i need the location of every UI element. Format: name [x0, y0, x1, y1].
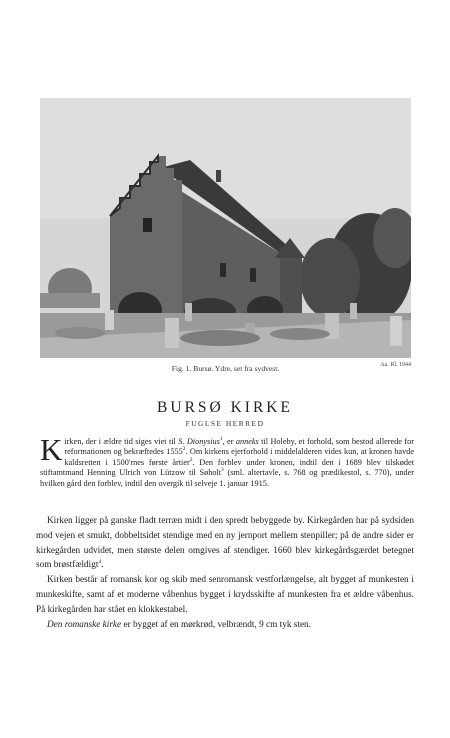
intro-text: . Om kirkens ejerforhold i middelalderen vides kun, at kronen havde kaldsretten i 1500'rnes første årtier	[64, 447, 414, 467]
saint-name: S. Dionysius	[178, 437, 220, 446]
drop-cap: K	[40, 432, 63, 467]
body-paragraph	[36, 514, 414, 573]
annex-term: anneks	[235, 437, 259, 446]
figure-caption: Fig. 1. Bursø. Ydre, set fra sydvest.	[171, 364, 280, 373]
footnote-ref: 1	[219, 436, 223, 442]
footnote-ref: 2	[189, 456, 193, 463]
figure-caption-row	[40, 362, 411, 376]
footnote-ref: 4	[98, 559, 102, 566]
article-subtitle: FUGLSE HERRED	[185, 419, 265, 428]
section-term: Den romanske kirke	[47, 619, 122, 630]
paragraph-text: er bygget af en mørkrød, velbrændt, 9 cm tyk sten.	[121, 619, 311, 630]
body-paragraph	[36, 618, 414, 633]
intro-text: (sml. altertavle, s. 768 og prædikestol, s. 770), under hvilken gård den forblev, indtil den overgik til selveje 1. januar 1915.	[40, 468, 414, 488]
church-photograph	[40, 98, 411, 358]
intro-text: irken, der i ældre tid siges viet til	[64, 437, 179, 446]
article-title: BURSØ KIRKE	[157, 399, 293, 416]
intro-text: , er	[222, 437, 236, 446]
paragraph-text: .	[101, 560, 104, 571]
intro-paragraph	[40, 432, 414, 489]
intro-text: . Den forblev under kronen, indtil den i 1689 blev tilskødet stiftamtmand Henning Ulrich von Lützow til Søholt	[40, 457, 414, 478]
article-body	[36, 514, 414, 632]
footnote-ref: 3	[221, 467, 224, 474]
paragraph-text: Kirken ligger på ganske fladt terræn midt i den spredt bebyggede by. Kirkegården har på sydsiden mod vejen et smukt, dobbeltsidet stendige med en ny jernport mellem stenpiller; på de andre sider er kirkegården udvidet, men største delen omgives af stendiger. 1660 blev kirkegårdsgærdet betegnet som brøstfældigt	[36, 516, 414, 571]
intro-text: til Holeby, et forhold, som bestod allerede for reformationen og bekræftedes 1555	[64, 437, 414, 457]
footnote-ref: 2	[182, 446, 186, 453]
photo-credit: Aa. Rl. 1944	[380, 362, 411, 368]
body-paragraph: Kirken består af romansk kor og skib med senromansk vestforlængelse, alt bygget af munkesten i munkeskifte, samt af et moderne våbenhus bygget i krydsskifte af munkesten fra et ældre våbenhus. På kirkegården har stået en klokkestabel.	[36, 575, 414, 615]
